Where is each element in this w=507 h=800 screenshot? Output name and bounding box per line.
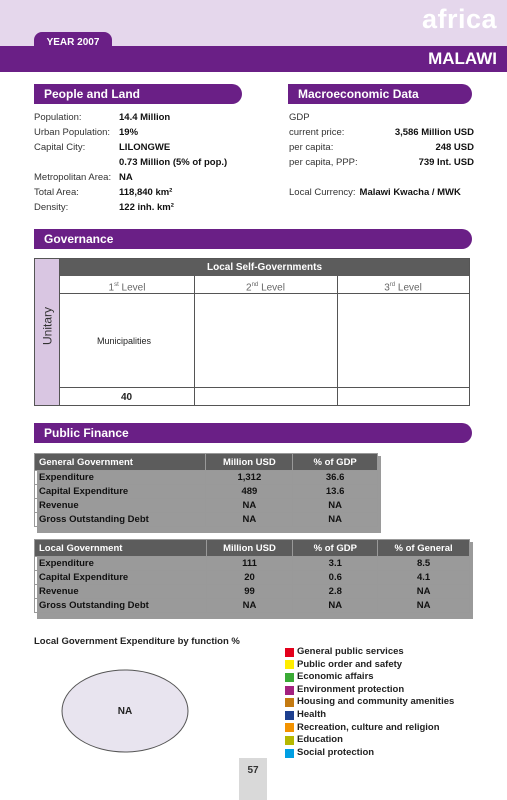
legend-label: Recreation, culture and religion [297,721,440,733]
table-row [35,513,378,527]
macro-row [289,140,474,155]
people-land-row [34,185,227,200]
table-cell: 1,312 [206,471,293,485]
table-row [35,571,470,585]
unitary-label: Unitary [40,307,55,346]
table-row [35,599,470,613]
field-label: Capital City: [34,142,86,153]
column-header: % of GDP [293,454,378,471]
level-1-entity: Municipalities [97,336,152,346]
row-label: Revenue [35,585,207,599]
table-row [35,557,470,571]
field-value: LILONGWE [119,142,171,153]
column-header: General Government [35,454,206,471]
table-cell: 36.6 [293,471,378,485]
row-label: Gross Outstanding Debt [35,599,207,613]
people-land-row [34,200,227,215]
field-value: 248 USD [435,142,474,153]
people-land-header: People and Land [34,84,242,104]
currency-label: Local Currency: [289,187,356,198]
field-label: Total Area: [34,187,79,198]
table-cell: NA [206,513,293,527]
governance-header: Governance [34,229,472,249]
legend-label: Public order and safety [297,658,403,670]
level-3-header: 3rd Level [337,276,469,294]
field-label: Density: [34,202,69,213]
field-value: 3,586 Million USD [394,127,474,138]
field-value: 0.73 Million (5% of pop.) [119,157,228,168]
field-label: Population: [34,112,82,123]
table-cell: NA [206,499,293,513]
legend-swatch [285,723,294,732]
row-label: Expenditure [35,557,207,571]
local-government-table [34,539,470,613]
table-cell: 4.1 [378,571,470,585]
legend-label: Economic affairs [297,671,374,683]
legend-swatch [285,749,294,758]
legend-label: Social protection [297,746,375,758]
macro-header: Macroeconomic Data [288,84,472,104]
legend-item [285,747,454,760]
table-cell: 8.5 [378,557,470,571]
divider [194,276,195,405]
level-2-header: 2nd Level [194,276,337,294]
field-value: 118,840 km² [119,187,173,198]
field-label: Urban Population: [34,127,111,138]
legend-swatch [285,711,294,720]
pie-na-label: NA [117,706,133,717]
table-cell: 20 [206,571,293,585]
field-value: 14.4 Million [119,112,171,123]
legend-item [285,722,454,735]
legend-label: Housing and community amenities [297,696,455,708]
row-label: Gross Outstanding Debt [35,513,206,527]
field-value: NA [119,172,133,183]
legend-item [285,646,454,659]
row-label: Expenditure [35,471,206,485]
table-cell: NA [293,513,378,527]
legend-item [285,696,454,709]
legend-item [285,734,454,747]
country-title: MALAWI [428,49,497,68]
legend-item [285,671,454,684]
column-header: % of General [378,540,470,557]
pie-chart [60,668,190,754]
public-finance-header: Public Finance [34,423,472,443]
legend-label: Education [297,734,343,746]
divider [60,387,469,388]
row-label: Capital Expenditure [35,485,206,499]
field-label: per capita: [289,142,334,153]
field-value: 122 inh. km² [119,202,174,213]
table-cell: NA [378,585,470,599]
table-cell: NA [293,599,378,613]
currency-value: Malawi Kwacha / MWK [359,187,461,198]
table-row [35,485,378,499]
legend-label: Environment protection [297,683,405,695]
divider [337,276,338,405]
legend-swatch [285,660,294,669]
field-label: current price: [289,127,345,138]
local-self-gov-title: Local Self-Governments [60,259,469,276]
legend-label: General public services [297,646,404,657]
field-value: 739 Int. USD [418,157,474,168]
legend-swatch [285,736,294,745]
people-land-row [34,140,227,155]
chart-legend [285,646,454,759]
field-label [34,155,119,170]
table-row [35,585,470,599]
field-label: per capita, PPP: [289,157,358,168]
row-label: Capital Expenditure [35,571,207,585]
people-land-row [34,155,227,170]
legend-swatch [285,648,294,657]
legend-item [285,659,454,672]
table-cell: 2.8 [293,585,378,599]
people-land-list [34,110,227,215]
legend-item [285,709,454,722]
column-header: Million USD [206,540,293,557]
column-header: Local Government [35,540,207,557]
table-cell: 3.1 [293,557,378,571]
row-label: Revenue [35,499,206,513]
table-cell: NA [293,499,378,513]
table-cell: 489 [206,485,293,499]
chart-title: Local Government Expenditure by function % [34,636,240,647]
column-header: Million USD [206,454,293,471]
level-1-header: 1st Level [60,276,194,294]
table-row [35,471,378,485]
governance-table [34,258,470,406]
level-1-count: 40 [121,392,133,403]
legend-swatch [285,698,294,707]
table-cell: 0.6 [293,571,378,585]
gdp-label: GDP [289,112,310,123]
region-title: africa [421,4,497,34]
column-header: % of GDP [293,540,378,557]
table-row [35,499,378,513]
year-tab: YEAR 2007 [34,32,112,54]
legend-swatch [285,686,294,695]
table-cell: NA [206,599,293,613]
legend-item [285,684,454,697]
table-cell: 111 [206,557,293,571]
macro-row [289,155,474,170]
legend-label: Health [297,708,327,720]
legend-swatch [285,673,294,682]
people-land-row [34,110,227,125]
macro-list [289,110,474,200]
page-number: 57 [239,758,267,800]
field-label: Metropolitan Area: [34,172,112,183]
general-government-table [34,453,378,527]
people-land-row [34,170,227,185]
governance-side [35,259,60,405]
macro-row [289,125,474,140]
table-cell: 99 [206,585,293,599]
field-value: 19% [119,127,139,138]
table-cell: NA [378,599,470,613]
people-land-row [34,125,227,140]
table-cell: 13.6 [293,485,378,499]
